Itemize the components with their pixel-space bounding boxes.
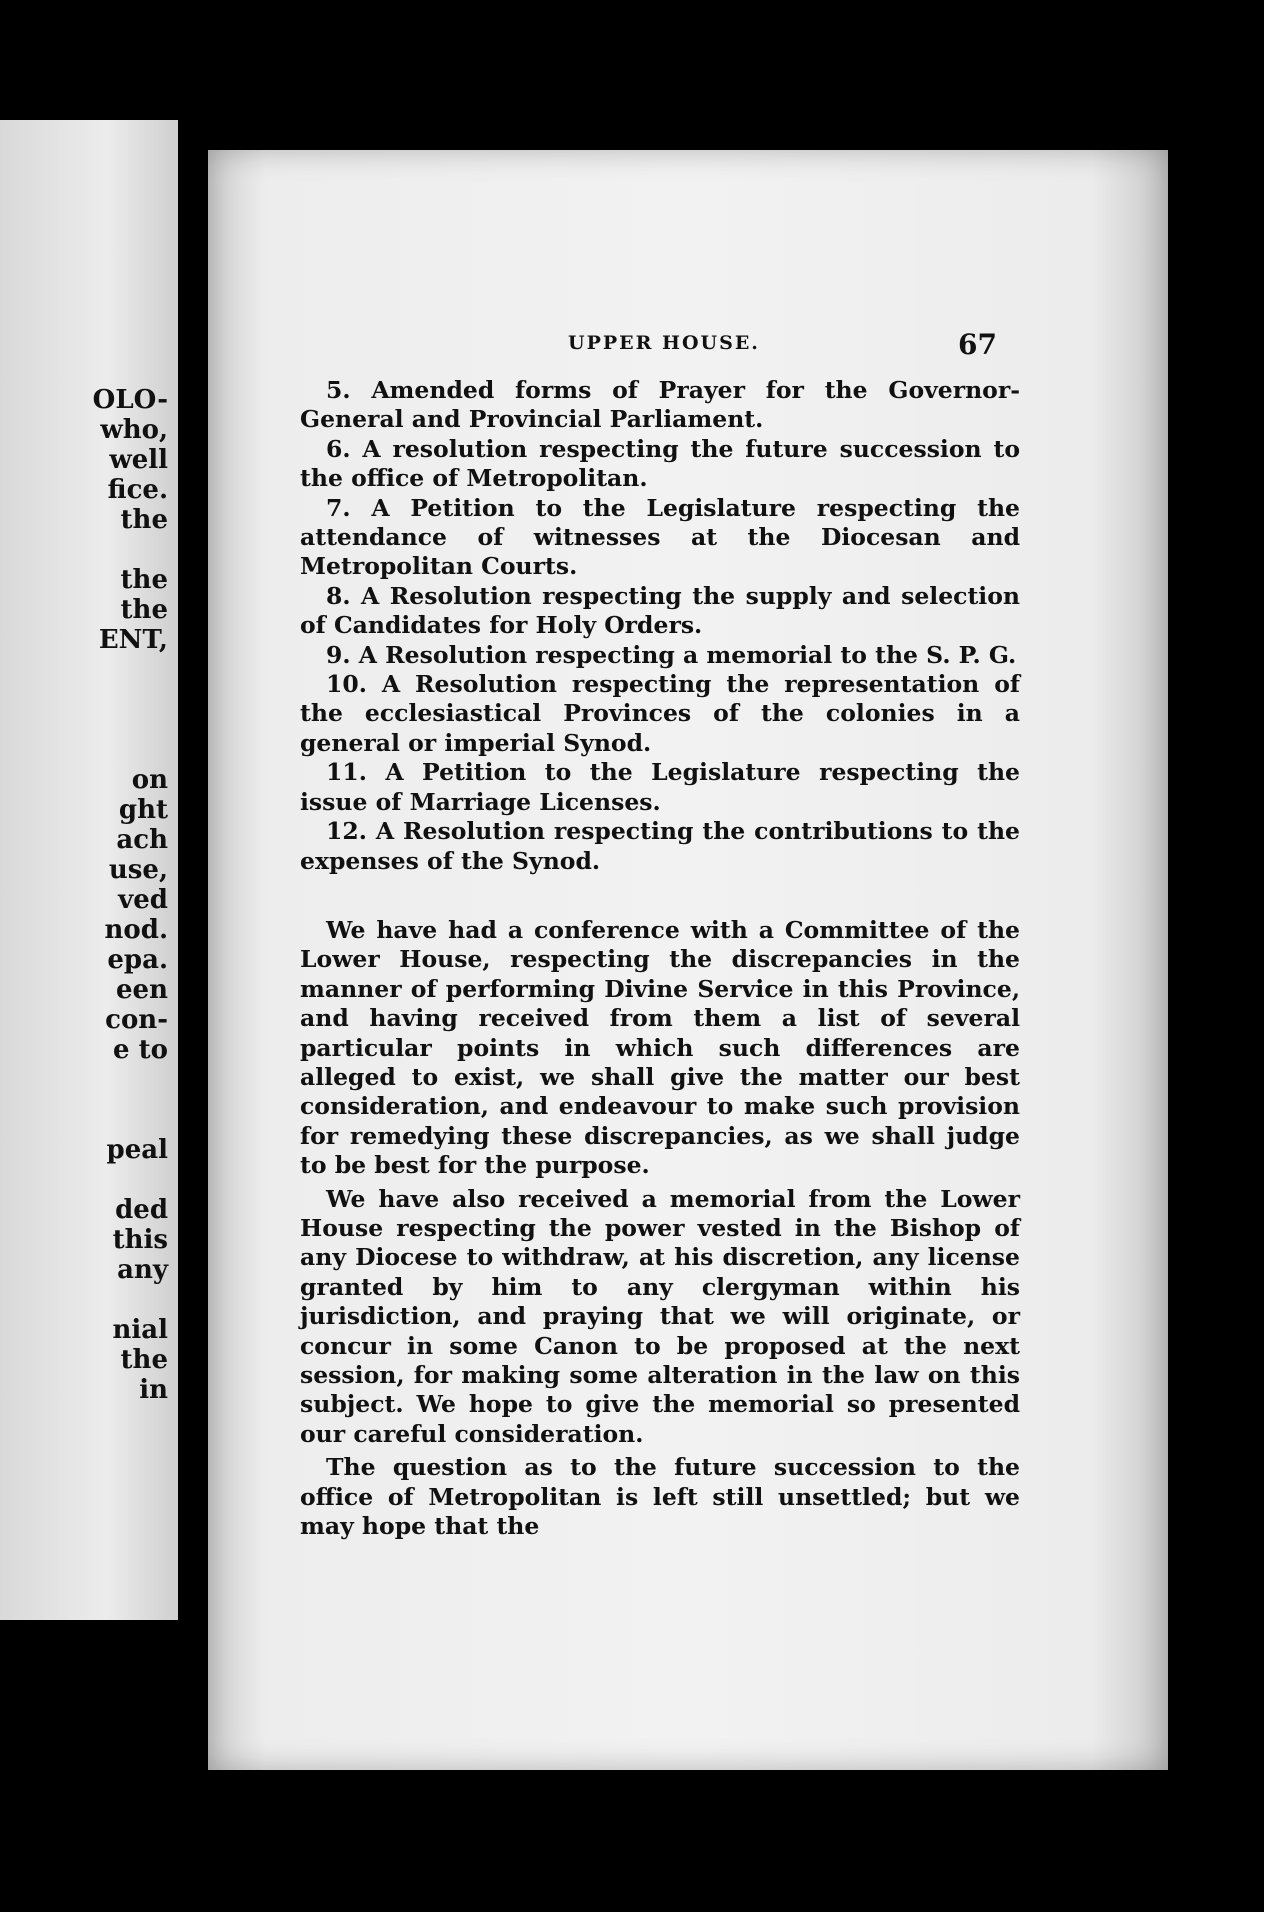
- running-head: UPPER HOUSE.: [568, 332, 760, 354]
- paragraph: We have had a conference with a Committee of the Lower House, respecting the discrepancies in the manner of performing Divine Service in this Province, and having received from them a list of several particular points in which such differences are alleged to exist, we shall give the matter our best consideration, and endeavour to make such provision for remedying these discrepancies, as we shall judge to be best for the purpose.: [300, 915, 1020, 1180]
- facing-page-fragment: this: [112, 1225, 168, 1255]
- list-item: 11. A Petition to the Legislature respecting the issue of Marriage Licenses.: [300, 758, 1020, 816]
- facing-page-fragment: ENT,: [98, 625, 168, 655]
- list-item: 6. A resolution respecting the future succession to the office of Metropolitan.: [300, 434, 1020, 493]
- facing-page-fragment: OLO-: [92, 385, 168, 415]
- facing-page-fragment: the: [120, 1345, 168, 1375]
- paragraph: We have also received a memorial from the Lower House respecting the power vested in the Bishop of any Diocese to withdraw, at his discretion, any license granted by him to any clergyman within his jurisdiction, and praying that we will originate, or concur in some Canon to be proposed at the next session, for making some alteration in the law on this subject. We hope to give the memorial so presented our careful consideration.: [300, 1184, 1020, 1448]
- facing-page-fragment: peal: [106, 1135, 168, 1165]
- section-gap: [300, 876, 1020, 916]
- facing-page-fragment: well: [109, 445, 168, 475]
- prose-section: [300, 916, 1020, 1542]
- facing-page-fragment: use,: [108, 855, 168, 885]
- facing-page-fragment: any: [117, 1255, 168, 1285]
- page-number: 67: [958, 328, 997, 361]
- paragraph: The question as to the future succession to the office of Metropolitan is left still unsettled; but we may hope that the: [300, 1453, 1020, 1541]
- facing-page-fragment: the: [120, 505, 168, 535]
- facing-page-edge: [0, 120, 178, 1620]
- facing-page-fragment: in: [139, 1375, 168, 1405]
- list-item: 9. A Resolution respecting a memorial to the S. P. G.: [326, 640, 1017, 669]
- list-item: 10. A Resolution respecting the representation of the ecclesiastical Provinces of the colonies in a general or imperial Synod.: [300, 670, 1020, 757]
- facing-page-fragment: on: [131, 765, 168, 795]
- facing-page-fragment: fice.: [107, 475, 168, 505]
- facing-page-fragment: the: [120, 595, 168, 625]
- facing-page-fragment: nod.: [104, 915, 168, 945]
- book-page: [208, 150, 1168, 1770]
- facing-page-fragment: e to: [113, 1035, 168, 1065]
- facing-page-fragment: nial: [112, 1315, 168, 1345]
- list-item: 5. Amended forms of Prayer for the Governor-General and Provincial Parliament.: [300, 376, 1020, 434]
- list-item: 7. A Petition to the Legislature respecting the attendance of witnesses at the Diocesan and Metropolitan Courts.: [300, 493, 1020, 581]
- page-body: [300, 376, 1020, 1545]
- book-gutter: [178, 90, 208, 1790]
- facing-page-fragment: the: [120, 565, 168, 595]
- facing-page-fragment: con-: [105, 1005, 168, 1035]
- facing-page-fragment: ded: [115, 1195, 168, 1225]
- facing-page-fragment: een: [116, 975, 168, 1005]
- list-item: 12. A Resolution respecting the contributions to the expenses of the Synod.: [300, 817, 1020, 875]
- facing-page-fragment: ved: [118, 885, 168, 915]
- facing-page-fragment: who,: [100, 415, 168, 445]
- resolution-list: [300, 376, 1020, 876]
- facing-page-fragment: ght: [118, 795, 168, 825]
- facing-page-fragment: ach: [116, 825, 168, 855]
- page-header: [208, 328, 1168, 368]
- facing-page-fragment: epa.: [107, 945, 168, 975]
- list-item: 8. A Resolution respecting the supply and selection of Candidates for Holy Orders.: [300, 581, 1020, 640]
